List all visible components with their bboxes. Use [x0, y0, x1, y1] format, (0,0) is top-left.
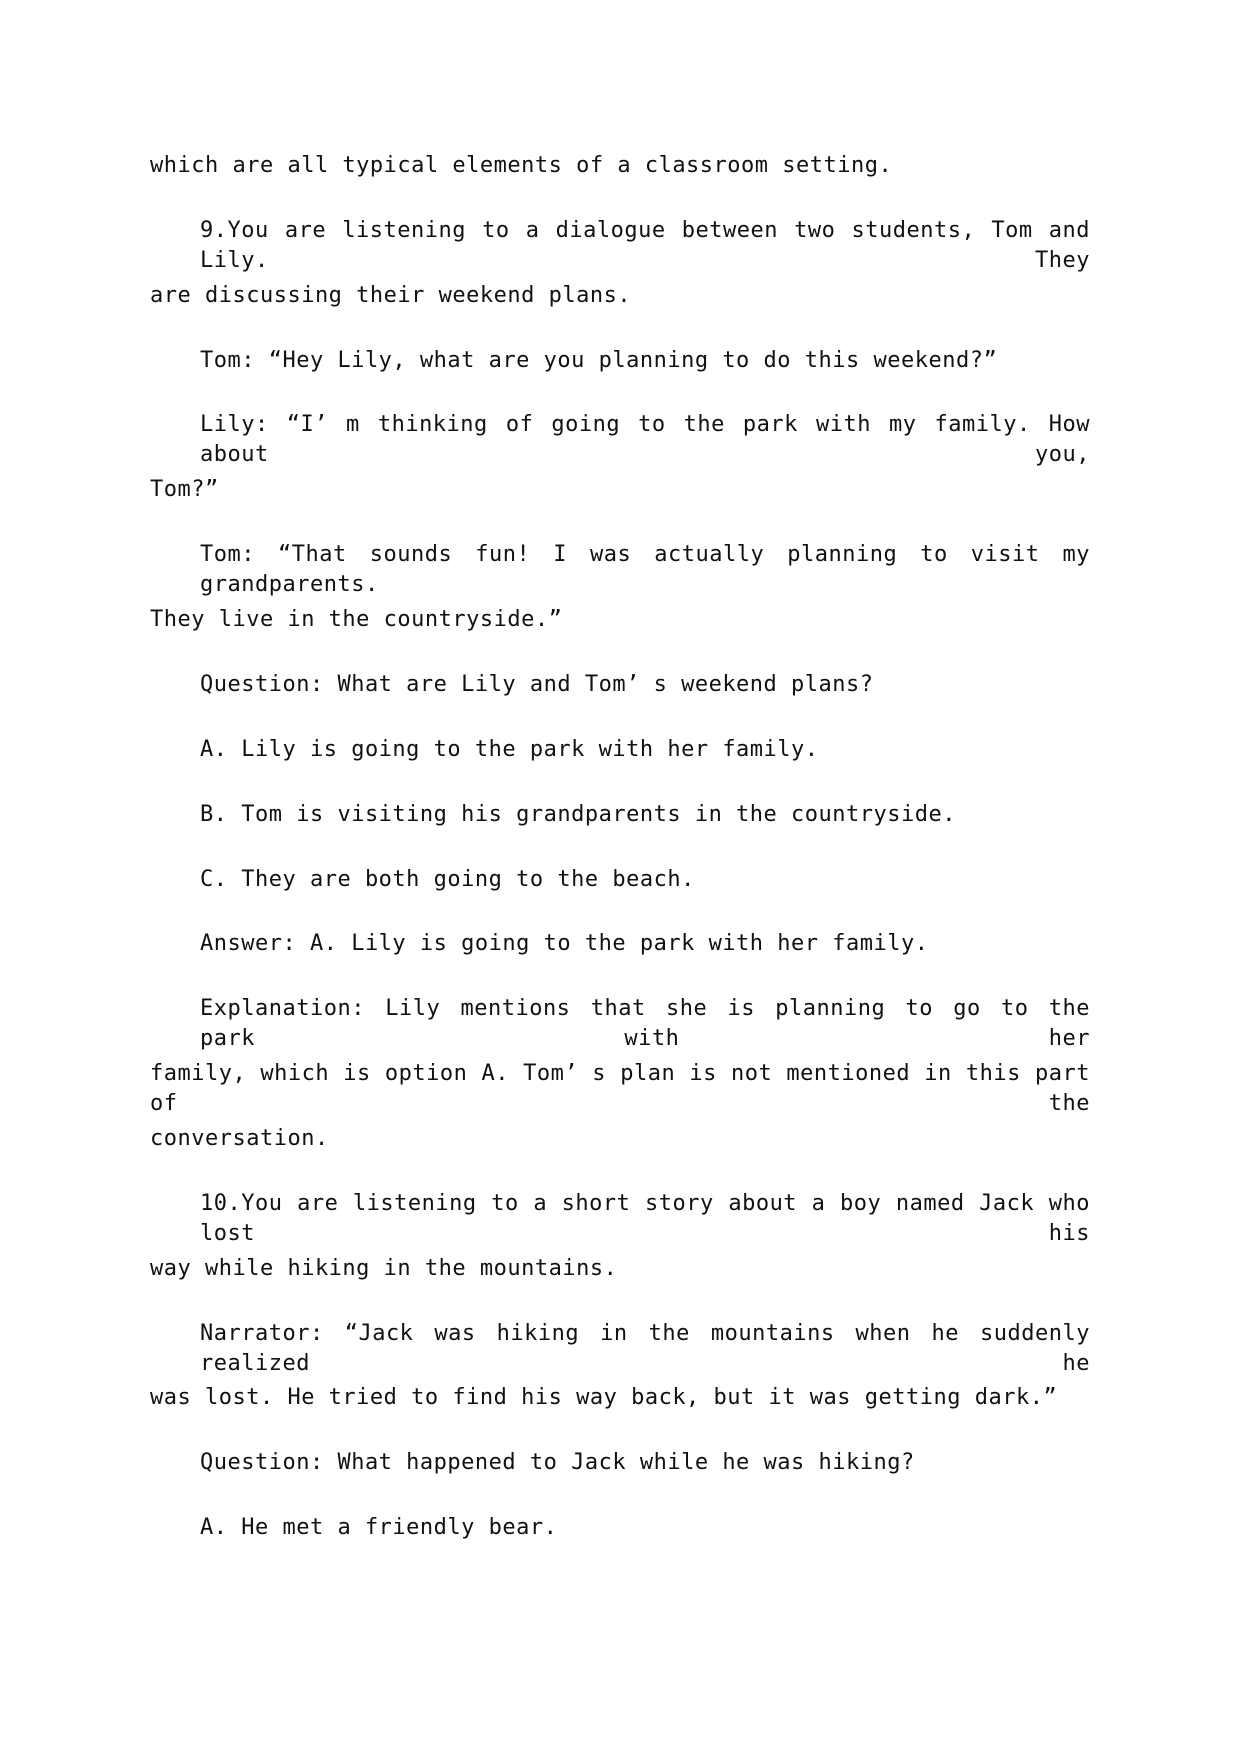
question-9-intro-line-2: are discussing their weekend plans. — [150, 283, 632, 308]
question-10-intro-line-2: way while hiking in the mountains. — [150, 1256, 618, 1281]
question-9-prompt: Question: What are Lily and Tom’ s weekend plans? — [200, 672, 874, 697]
text-line-context-end: which are all typical elements of a classroom setting. — [150, 153, 893, 178]
question-9-intro-line-1: 9.You are listening to a dialogue between two students, Tom and Lily. They — [200, 218, 1090, 273]
question-9-explanation-line-2: family, which is option A. Tom’ s plan is not mentioned in this part of the — [150, 1061, 1090, 1116]
dialogue-lily-line-1: Lily: “I’ m thinking of going to the park with my family. How about you, — [200, 412, 1090, 467]
narrator-line-1: Narrator: “Jack was hiking in the mountains when he suddenly realized he — [200, 1321, 1090, 1376]
question-9-option-a: A. Lily is going to the park with her family. — [200, 737, 819, 762]
dialogue-tom-2-line-1: Tom: “That sounds fun! I was actually planning to visit my grandparents. — [200, 542, 1090, 597]
question-10-intro-line-1: 10.You are listening to a short story about a boy named Jack who lost his — [200, 1191, 1090, 1246]
dialogue-tom-2-line-2: They live in the countryside.” — [150, 607, 563, 632]
question-10-prompt: Question: What happened to Jack while he was hiking? — [200, 1450, 915, 1475]
dialogue-lily-line-2: Tom?” — [150, 477, 219, 502]
question-9-explanation-line-1: Explanation: Lily mentions that she is planning to go to the park with her — [200, 996, 1090, 1051]
question-9-answer: Answer: A. Lily is going to the park with her family. — [200, 931, 929, 956]
dialogue-tom-1: Tom: “Hey Lily, what are you planning to do this weekend?” — [200, 348, 998, 373]
question-9-explanation-line-3: conversation. — [150, 1126, 329, 1151]
question-9-option-b: B. Tom is visiting his grandparents in the countryside. — [200, 802, 956, 827]
question-10-option-a: A. He met a friendly bear. — [200, 1515, 558, 1540]
question-9-option-c: C. They are both going to the beach. — [200, 867, 695, 892]
narrator-line-2: was lost. He tried to find his way back, but it was getting dark.” — [150, 1385, 1058, 1410]
